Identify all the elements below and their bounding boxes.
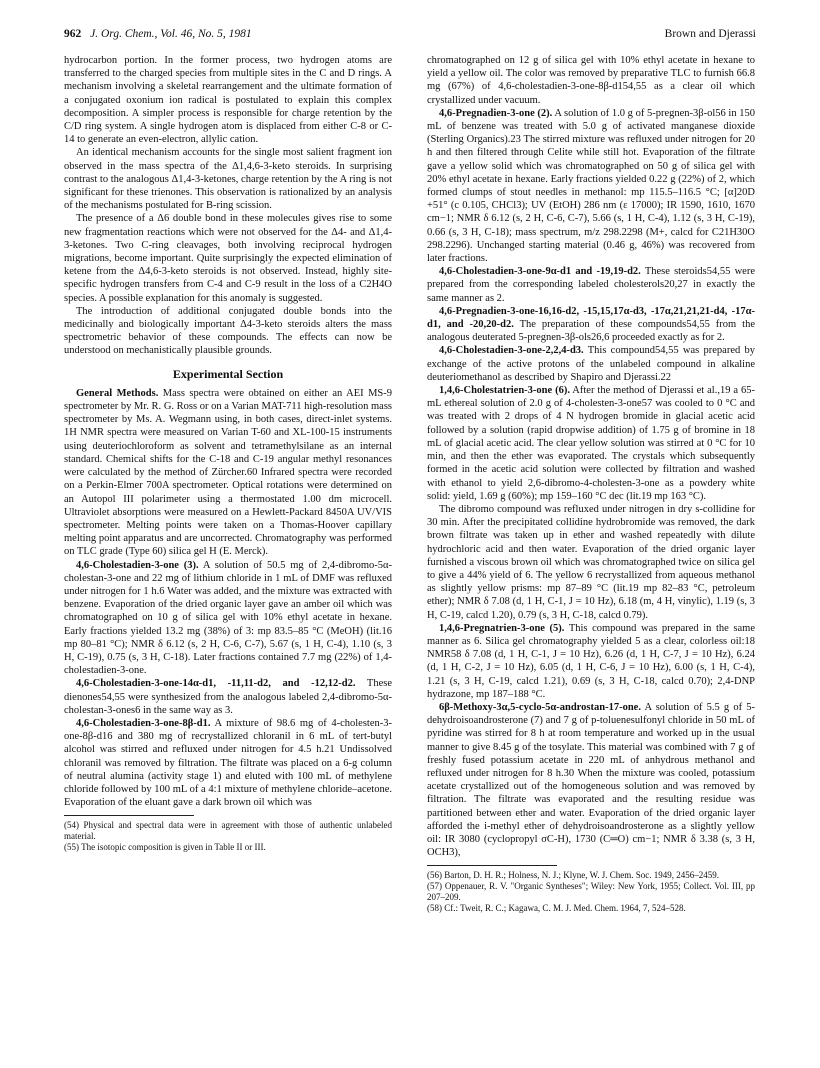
methods-paragraph — [64, 387, 392, 559]
paragraph-body: This compound54,55 was prepared by exchange of the active protons of the unlabeled compound in alkaline deuteriomethanol as described by Shapiro and Djerassi.22 — [427, 345, 755, 383]
paragraph: The presence of a Δ6 double bond in these molecules gives rise to some new fragmentation reactions which were not observed for the Δ4- and Δ1,4-3-ketones. Two C-ring cleavages, both involving reciprocal hydrogen migrations, become important. Quite surprisingly the expected elimination of ketene from the Δ4,6-3-keto steroids is not observed. Instead, highly site-specific hydrogen transfers from C-4 and C-9 result in the loss of a C2H4O species. A possible explanation for this anomaly is suggested. — [64, 213, 392, 304]
footnote: (58) Cf.: Tweit, R. C.; Kagawa, C. M. J. Med. Chem. 1964, 7, 524–528. — [427, 903, 686, 914]
running-head-authors: Brown and Djerassi — [664, 28, 756, 40]
running-head-left — [64, 28, 252, 40]
procedure-paragraph — [427, 622, 755, 701]
procedure-paragraph — [427, 344, 755, 384]
footnote-divider — [427, 865, 557, 866]
footnote-divider — [64, 815, 194, 816]
paragraph-body: These steroids54,55 were prepared from the corresponding labeled cholesterols20,27 in exactly the same manner as 2. — [427, 266, 755, 304]
procedure-paragraph — [64, 717, 392, 809]
compound-heading: 4,6-Cholestadien-3-one-2,2,4-d3. — [439, 345, 584, 357]
paragraph: An identical mechanism accounts for the single most salient fragment ion observed in the mass spectra of the Δ1,4,6-3-keto steroids. In surprising contrast to the analogous Δ1,4-3-ketones, charge retention by the A ring is not significant for these trienones. This observation is rationalized by an analysis of the mechanisms postulated for B-ring scission. — [64, 147, 392, 212]
compound-heading: 4,6-Cholestadien-3-one-8β-d1. — [76, 717, 211, 729]
journal-citation: J. Org. Chem., Vol. 46, No. 5, 1981 — [90, 28, 252, 40]
paragraph-body: This compound was prepared in the same manner as 6. Silica gel chromatography yielded 5 as a clear, colorless oil:18 NMR58 δ 7.08 (d, 1 H, C-1, J = 10 Hz), 6.26 (d, 1 H, C-7, J = 10 Hz), 6.24 (d, 1 H, C-2, J = 10 Hz), 6.05 (d, 1 H, C-6, J = 10 Hz), 6.00 (s, 1 H, C-4), 1.21 (s, 3 H, C-19, calcd 1.21), 0.69 (s, 3 H, C-18, calcd 0.70); 2,4-DNP hydrazone, mp 187–188 °C. — [427, 622, 755, 700]
paragraph: chromatographed on 12 g of silica gel with 10% ethyl acetate in hexane to yield a yellow oil. The color was removed by preparative TLC to furnish 66.8 mg (67%) of 4,6-cholestadien-3-one-8β-d154,55 as a clear oil which crystallized under vacuum. — [427, 55, 755, 106]
footnote: (56) Barton, D. H. R.; Holness, N. J.; Klyne, W. J. Chem. Soc. 1949, 2456–2459. — [427, 870, 719, 881]
compound-heading: 4,6-Cholestadien-3-one (3). — [76, 559, 199, 571]
paragraph-body: After the method of Djerassi et al.,19 a 65-mL ethereal solution of 2.0 g of 4-cholesten-3-one57 was cooled to 0 °C and was treated with 2 drops of 4 N hydrogen bromide in glacial acetic acid followed by a solution (rapid dropwise addition) of 1.75 g of bromine in 18 mL of glacial acetic acid. The clear yellow solution was stirred at 0 °C for 10 min, and then the ether was evaporated. The crystals which subsequently formed in the acetic acid solution were collected by filtration and washed with ethanol to yield 2,6-dibromo-4-cholesten-3-one as a powdery white solid: yield, 1.69 g (60%); mp 159–160 °C dec (lit.19 mp 163 °C). — [427, 385, 755, 502]
procedure-paragraph — [427, 305, 755, 345]
procedure-paragraph — [64, 677, 392, 717]
paragraph-body: A solution of 1.0 g of 5-pregnen-3β-ol56 in 150 mL of benzene was treated with 5.0 g of activated manganese dioxide (Sterling Organics).23 The stirred mixture was refluxed under nitrogen for 20 h and then filtered through Celite while still hot. Evaporation of the filtrate gave a yellow solid which was chromatographed on 50 g of silica gel with 20% ethyl acetate in hexane. Early fractions yielded 0.22 g (22%) of 2, which formed clumps of stout needles in methanol: mp 115.5–116.5 °C; [α]20D +51° (c 0.105, CHCl3); UV (EtOH) 286 nm (ε 17000); IR 1590, 1610, 1670 cm−1; NMR δ 6.12 (s, 2 H, C-6, C-7), 5.66 (s, 1 H, C-4), 1.12 (s, 3 H, C-19), 0.66 (s, 3 H, C-18); mass spectrum, m/z 298.2298 (M+, calcd for C21H30O 298.2296). Unchanged starting material (0.46 g, 46%) was recovered from later fractions. — [427, 107, 755, 265]
compound-heading: 4,6-Cholestadien-3-one-9α-d1 and -19,19-d2. — [439, 266, 641, 278]
running-head — [64, 28, 756, 46]
procedure-paragraph — [427, 107, 755, 265]
paragraph: The introduction of additional conjugated double bonds into the medicinally and biologically important Δ4-3-keto steroids alters the mass spectrometric behavior of these compounds. The effects can now be understood on mechanistically plausible grounds. — [64, 305, 392, 357]
procedure-paragraph — [427, 265, 755, 305]
footnote: (57) Oppenauer, R. V. "Organic Syntheses"; Wiley: New York, 1955; Collect. Vol. III, pp 207–209. — [427, 881, 755, 903]
section-title: Experimental Section — [172, 366, 284, 381]
paragraph-body: A mixture of 98.6 mg of 4-cholesten-3-one-8β-d16 and 380 mg of recrystallized chloranil in 6 mL of tert-butyl alcohol was stirred and refluxed under nitrogen for 4.5 h.21 Undissolved chloranil was removed by filtration. The filtrate was placed on a 6-g column of neutral alumina (activity stage 1) and eluted with 100 mL of methylene chloride followed by 100 mL of a 4:1 mixture of methylene chloride–acetone. Evaporation of the eluant gave a dark brown oil which was — [64, 717, 392, 809]
paragraph-body: These dienones54,55 were synthesized from the analogous labeled 2,4-dibromo-5α-cholestan-3-ones6 in the same way as 3. — [64, 678, 392, 716]
compound-heading: 4,6-Pregnadien-3-one-16,16-d2, -15,15,17α-d3, -17α,21,21,21-d4, -17α-d1, and -20,20-d2. — [427, 305, 755, 331]
paragraph: The dibromo compound was refluxed under nitrogen in dry s-collidine for 30 min. After the precipitated collidine hydrobromide was removed, the dark brown filtrate was taken up in ether and washed repeatedly with dilute hydrochloric acid and then water. Evaporation of the dried organic layer furnished a viscous brown oil which was chromatographed twice on silica gel to give a 44% yield of 6. The yellow 6 recrystallized from aqueous methanol as slightly yellow prisms: mp 87–89 °C (lit.19 mp 82–83 °C, petroleum ether); NMR δ 7.08 (d, 1 H, C-1, J = 10 Hz), 6.18 (m, 4 H, vinylic), 1.19 (s, 3 H, C-19, calcd 1.20), 0.79 (s, 3 H, C-18, calcd 0.79). — [427, 503, 755, 621]
procedure-paragraph — [427, 384, 755, 503]
left-column — [64, 54, 392, 1044]
procedure-paragraph — [64, 559, 392, 678]
page-number: 962 — [64, 28, 82, 40]
footnote: (55) The isotopic composition is given in Table II or III. — [64, 842, 266, 853]
paragraph-body: The preparation of these compounds54,55 from the analogous deuterated 5-pregnen-3β-ols26,6 proceeded exactly as for 2. — [427, 319, 755, 344]
compound-heading: 4,6-Cholestadien-3-one-14α-d1, -11,11-d2, and -12,12-d2. — [76, 678, 356, 690]
right-column — [427, 54, 755, 1044]
paragraph-body: A solution of 5.5 g of 5-dehydroisoandrosterone (7) and 7 g of p-toluenesulfonyl chloride in 50 mL of pyridine was stirred for 8 h at room temperature and worked up in the usual manner to give 8.45 g of the tosylate. This material was combined with 7 g of freshly fused potassium acetate in 220 mL of anhydrous methanol and refluxed under nitrogen for 8 h.30 When the mixture was cooled, potassium acetate crystallized out of the homogeneous solution and was removed by filtration. The filtrate was evaporated and the resulting residue was partitioned between ether and water. Evaporation of the dried organic layer afforded the i-methyl ether of dehydroisoandrosterone as a slightly yellow oil: IR 3080 (cyclopropyl σC-H), 1730 (C═O) cm−1; NMR δ 3.38 (s, 3 H, OCH3), — [427, 701, 755, 859]
paragraph-body: Mass spectra were obtained on either an AEI MS-9 spectrometer by Mr. R. G. Ross or on a Varian MAT-711 high-resolution mass spectrometer by Ms. A. Wegmann using, in both cases, direct-inlet systems. 1H NMR spectra were measured on Varian T-60 and XL-100-15 instruments using deuteriochloroform as solvent and tetramethylsilane as an internal standard. Chemical shifts for the C-18 and C-19 angular methyl resonances were calculated by the method of Zürcher.60 Infrared spectra were recorded on a Perkin-Elmer 700A spectrometer. Optical rotations were determined on an Autopol III polarimeter using a thermostated 1.00 dm microcell. Ultraviolet absorptions were measured on a Hewlett-Packard 8450A UV/VIS spectrometer. Melting points were taken on a Thomas-Hoover capillary melting point apparatus and are uncorrected. Chromatography was performed on TLC grade (Type 60) silica gel H (E. Merck). — [64, 387, 392, 558]
compound-heading: 1,4,6-Pregnatrien-3-one (5). — [439, 622, 565, 634]
compound-heading: 4,6-Pregnadien-3-one (2). — [439, 107, 553, 119]
paragraph: hydrocarbon portion. In the former process, two hydrogen atoms are transferred to the charged species from multiple sites in the C and D rings. A mechanism involving a skeletal rearrangement and the ultimate formation of a conjugated oxonium ion radical is postulated to explain this complex decomposition. A simpler process is responsible for charge retention by the C/D ring system. A single hydrogen atom is displaced from either C-8 or C-14 to generate an even-electron, allylic cation. — [64, 55, 392, 146]
compound-heading: 6β-Methoxy-3α,5-cyclo-5α-androstan-17-one. — [439, 701, 641, 713]
paragraph-body: A solution of 50.5 mg of 2,4-dibromo-5α-cholestan-3-one and 22 mg of lithium chloride in 1 mL of DMF was refluxed under nitrogen for 1 h.6 Water was added, and the mixture was extracted with benzene. Evaporation of the dried organic layer gave an amber oil which was chromatographed on 10 g of silica gel with 10% ethyl acetate in hexane. Early fractions yielded 13.2 mg (38%) of 3: mp 83.5–85 °C (MeOH) (lit.16 mp 80–81 °C); NMR δ 6.12 (s, 2 H, C-6, C-7), 5.67 (s, 1 H, C-4), 1.10 (s, 3 H, C-19), 0.75 (s, 3 H, C-18). Later fractions contained 7.7 mg (22%) of 1,4-cholestadien-3-one. — [64, 559, 392, 677]
paragraph-lead: General Methods. — [76, 387, 159, 399]
compound-heading: 1,4,6-Cholestatrien-3-one (6). — [439, 385, 570, 397]
footnote: (54) Physical and spectral data were in agreement with those of authentic unlabeled material. — [64, 820, 392, 842]
procedure-paragraph — [427, 701, 755, 859]
